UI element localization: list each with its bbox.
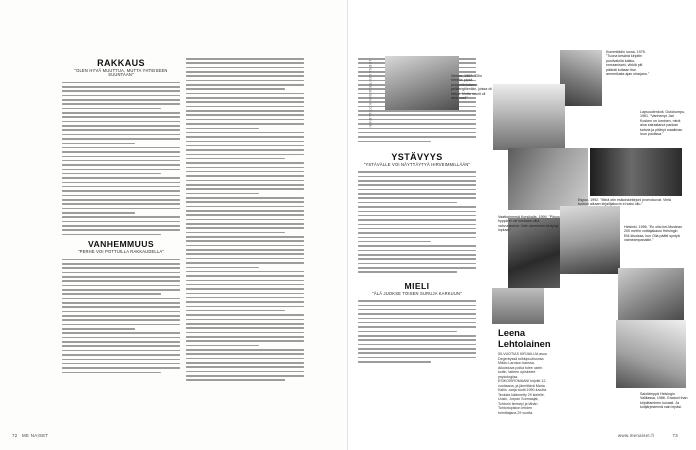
body-text-block <box>62 259 180 373</box>
bio-text: 55-VUOTIAS KIRJAILIJA asuu Degerbyssä tulkkipuolisonsa Mikko Larosun kanssa. Aikuistuva poika tulee usein kotiin, taiteen opiskelee psykologiaa. ESIKOISROMAANI kirjoitti 12-vuotiaana, ja jännittävä Maria Kallio -sarja tuotti 1990-luvulla. Teoksia käännetty 29 kielelle. Uusin, Jorpan Surmaajat, Tohtorin ilmestyi ja tähän Tohtoriopiston lehden toimittajana 29 vuotta. <box>498 352 547 415</box>
bio-first-name: Leena <box>498 327 526 338</box>
right-page <box>348 0 696 450</box>
bio-name <box>498 328 578 349</box>
body-text-block <box>358 300 476 362</box>
photo-korsika-1999 <box>508 148 588 210</box>
page-number: 72 <box>12 433 18 438</box>
body-text-block <box>358 171 476 272</box>
section-subheading-ystavyys: "YSTÄVÄLLE VOI NÄYTTÄYTYÄ HIRVEIMMILLÄÄN" <box>363 162 471 168</box>
caption-salolamppa: Salolämppä Helsingin Vallilassa, 1986. Graduni ihan kirjoittaminen kovasti. Ja kotijärjestelmä vain lepäsi. <box>640 392 688 410</box>
folio-left <box>12 433 48 438</box>
body-text-block <box>62 82 180 236</box>
photo-espoo-1992 <box>590 148 682 196</box>
caption-korsika: Vaatturinensä Korsikalla, 1999. "Pituus hyppä ei ole koskaan ollut vahvuuksieni. Olen ainemmin kertynyt lopkaa." <box>498 215 560 233</box>
bio-last-name: Lehtolainen <box>498 337 551 349</box>
folio-right <box>618 433 678 438</box>
caption-lapsuudenkoti: Lapsuudenkoti, Outokumpu, 1961. "Vanhempi Jari Kosken on luminen, minä aina sairastanut pankan kahvia ja pitänyt maailman luun puolissa." <box>640 110 685 137</box>
caption-veemu: Veemu, 1967. "Olin hirveän pipsä purupeitolaisena pelikengillenikin, joissa oli fritsut. Mutta naurit oli aina uusi!" <box>451 74 492 101</box>
section-subheading-vanhemmuus: "PERHE VOI POTTUILLA RAKKAUDELLA" <box>78 249 164 255</box>
page-number: 73 <box>672 433 678 438</box>
website: www.menaiset.fi <box>618 433 655 438</box>
photo-lapsuudenkoti-1961 <box>493 84 565 150</box>
left-column-1 <box>62 58 180 376</box>
photo-veemu-1967 <box>385 56 459 110</box>
caption-helsinki: Helsinki, 1996. "En olisi kei-Mustean 200 metrin voittajakausi Helsingin EM-kisoissa, kun Olia päätti syntyä vaimeampanakin." <box>624 225 683 243</box>
photo-helsinki-1996 <box>560 206 620 274</box>
photo-credit-vertical: LEENA LEHTOLAISEN KOTIALBUMI <box>368 60 372 128</box>
body-text-block <box>186 58 304 381</box>
photo-salolamppa-1986 <box>616 320 686 388</box>
section-heading-rakkaus: RAKKAUS <box>97 58 145 68</box>
section-heading-ystavyys: YSTÄVYYS <box>391 152 443 163</box>
left-column-2 <box>186 58 304 384</box>
section-subheading-mieli: "ÄLÄ JUOKSE TOISEN SURUJA KARKUUN" <box>372 290 462 296</box>
photo-study-sofa <box>618 268 684 320</box>
magazine-name: ME NAISET <box>22 433 49 438</box>
section-heading-vanhemmuus: VANHEMMUUS <box>88 239 154 250</box>
section-heading-mieli: MIELI <box>404 280 430 291</box>
caption-kummitati: Kummitädin luona, 1975. "Tuona kesänä kirjoitin puolivalolla kakku-romaanisani, vihkiä piti päästä kotiaan itse ammeilusta ajan sharjanu." <box>606 50 650 77</box>
photo-portrait-large <box>492 288 544 324</box>
section-subheading-rakkaus: "OLEN HYVÄ MUUTTUA, MUTTA YHTEISEEN SUUNTAAN" <box>74 68 168 78</box>
photo-kummitati-1975 <box>560 50 602 106</box>
caption-espoo: Espoo, 1992. "Minä otin esikoiskekirjoni promokuvat. Vielä tuohon aikaan kirjailijakuvin ei saisi ollu." <box>578 198 671 207</box>
